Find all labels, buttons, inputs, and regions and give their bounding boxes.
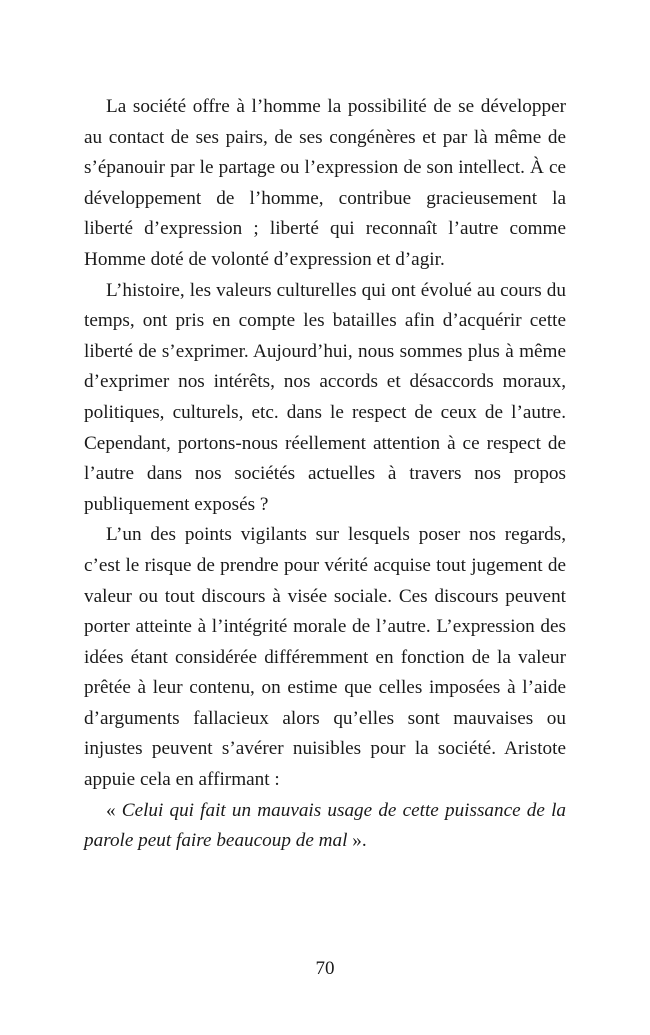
paragraph-3: L’un des points vigilants sur lesquels poser nos regards, c’est le risque de prendre pour vérité acquise tout jugement de valeur ou tout discours à visée sociale. Ces discours peuvent porter atteinte à l’intégrité morale de l’autre. L’expression des idées étant considérée différemment en fonction de la valeur prêtée à leur contenu, on estime que celles imposées à l’aide d’arguments fallacieux alors qu’elles sont mauvaises ou injustes peuvent s’avérer nuisibles pour la société. Aristote appuie cela en affirmant : bbox=[84, 524, 566, 791]
quote-open-mark: « bbox=[106, 799, 122, 821]
page-number: 70 bbox=[315, 958, 335, 979]
paragraph-2: L’histoire, les valeurs culturelles qui ont évolué au cours du temps, ont pris en compte les batailles afin d’acquérir cette liberté de s’exprimer. Aujourd’hui, nous sommes plus à même d’exprimer nos intérêts, nos accords et désaccords moraux, politiques, culturels, etc. dans le respect de ceux de l’autre. Cependant, portons-nous réellement attention à ce respect de l’autre dans nos sociétés actuelles à travers nos propos publiquement exposés ? bbox=[84, 279, 566, 515]
aristotle-quote bbox=[84, 796, 566, 857]
page-body bbox=[84, 92, 566, 857]
quote-close-mark: ». bbox=[347, 830, 367, 852]
paragraph-1: La société offre à l’homme la possibilité de se développer au contact de ses pairs, de ses congénères et par là même de s’épanouir par le partage ou l’expression de son intellect. À ce développement de l’homme, contribue gracieusement la liberté d’expression ; liberté qui reconnaît l’autre comme Homme doté de volonté d’expression et d’agir. bbox=[84, 96, 566, 270]
quote-text: Celui qui fait un mauvais usage de cette puissance de la parole peut faire beaucoup de mal bbox=[84, 799, 567, 852]
